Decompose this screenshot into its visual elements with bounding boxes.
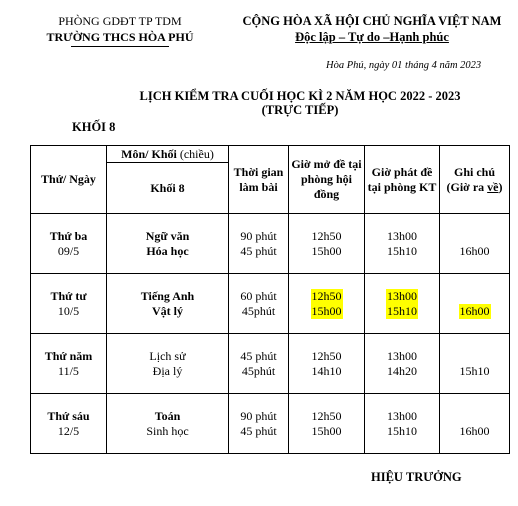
duration-cell: 45 phút 45phút [229, 334, 289, 394]
end-time-cell: 16h00 [440, 214, 510, 274]
distribute-time-cell: 13h00 15h10 [365, 274, 440, 334]
left-header [30, 13, 210, 47]
header-duration: Thời gian làm bài [229, 146, 289, 214]
republic-name: CỘNG HÒA XÃ HỘI CHỦ NGHĨA VIỆT NAM [242, 14, 502, 28]
subject-cell: Toán Sinh học [107, 394, 229, 454]
subject-cell: Tiếng Anh Vật lý [107, 274, 229, 334]
duration-cell: 60 phút 45phút [229, 274, 289, 334]
school-name: TRƯỜNG THCS HÒA PHÚ [46, 30, 194, 44]
open-time-cell: 12h50 15h00 [289, 394, 365, 454]
end-time-cell: 16h00 [440, 274, 510, 334]
day-cell: Thứ ba 09/5 [31, 214, 107, 274]
subject-cell: Ngữ văn Hóa học [107, 214, 229, 274]
exam-schedule-table [30, 145, 510, 454]
distribute-time-cell: 13h00 14h20 [365, 334, 440, 394]
header-subject-group: Môn/ Khối (chiều) [107, 146, 229, 163]
open-time-cell: 12h50 14h10 [289, 334, 365, 394]
table-row [31, 274, 510, 334]
table-row [31, 394, 510, 454]
table-row [31, 214, 510, 274]
grade-label: KHỐI 8 [72, 120, 116, 134]
header-distribute-time: Giờ phát đề tại phòng KT [365, 146, 440, 214]
open-time-cell: 12h50 15h00 [289, 274, 365, 334]
subject-cell: Lịch sử Địa lý [107, 334, 229, 394]
date-line: Hòa Phú, ngày 01 tháng 4 năm 2023 [326, 60, 482, 71]
day-cell: Thứ năm 11/5 [31, 334, 107, 394]
department-name: PHÒNG GDĐT TP TDM [58, 14, 182, 28]
day-cell: Thứ tư 10/5 [31, 274, 107, 334]
distribute-time-cell: 13h00 15h10 [365, 394, 440, 454]
open-time-cell: 12h50 15h00 [289, 214, 365, 274]
end-time-cell: 15h10 [440, 334, 510, 394]
header-open-time: Giờ mở đề tại phòng hội đồng [289, 146, 365, 214]
signer-title: HIỆU TRƯỞNG [371, 470, 462, 484]
end-time-cell: 16h00 [440, 394, 510, 454]
title-line-1: LỊCH KIỂM TRA CUỐI HỌC KÌ 2 NĂM HỌC 2022 - 2023 [139, 89, 461, 103]
school-underline [71, 46, 169, 47]
title-line-2: (TRỰC TIẾP) [261, 103, 339, 117]
day-cell: Thứ sáu 12/5 [31, 394, 107, 454]
national-motto: Độc lập – Tự do –Hạnh phúc [295, 30, 449, 44]
duration-cell: 90 phút 45 phút [229, 394, 289, 454]
right-header [226, 13, 518, 45]
duration-cell: 90 phút 45 phút [229, 214, 289, 274]
header-note: Ghi chú (Giờ ra về) [440, 146, 510, 214]
table-row [31, 334, 510, 394]
header-grade: Khối 8 [107, 163, 229, 214]
document-title [90, 89, 510, 117]
distribute-time-cell: 13h00 15h10 [365, 214, 440, 274]
header-day: Thứ/ Ngày [31, 146, 107, 214]
